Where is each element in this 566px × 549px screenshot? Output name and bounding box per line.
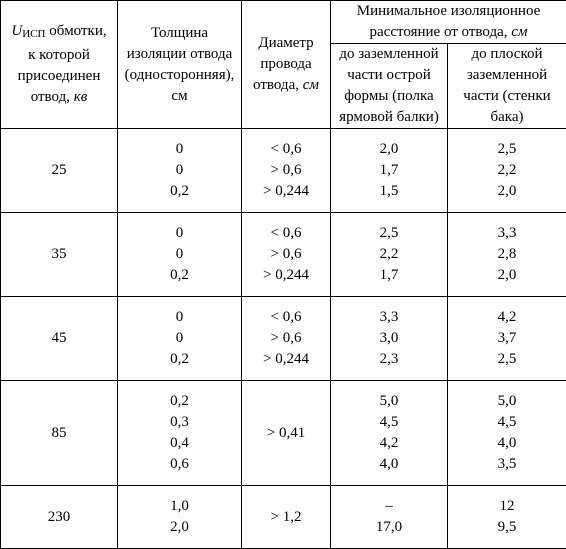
cell-value: 0 xyxy=(118,139,241,160)
diameter-cell xyxy=(242,486,331,549)
cell-value: 0,2 xyxy=(118,181,241,202)
cell-value: 4,0 xyxy=(448,433,566,454)
cell-value: 2,5 xyxy=(448,349,566,370)
cell-value: 0 xyxy=(118,223,241,244)
header-sharp-line: ярмовой балки) xyxy=(331,107,447,128)
table-row xyxy=(1,381,566,486)
thickness-cell xyxy=(118,297,242,381)
cell-value: 3,5 xyxy=(448,454,566,475)
flat-distance-cell xyxy=(448,381,566,486)
header-min-distance-line1: Минимальное изоляционное xyxy=(331,1,566,22)
cell-value: 0,2 xyxy=(118,391,241,412)
header-sharp-line: части острой xyxy=(331,65,447,86)
flat-distance-cell xyxy=(448,486,566,549)
header-sharp-part xyxy=(331,44,448,129)
cell-value: 3,7 xyxy=(448,328,566,349)
cell-value: 1,5 xyxy=(331,181,447,202)
header-thickness-line: Толщина xyxy=(118,23,241,44)
cell-value: 2,2 xyxy=(331,244,447,265)
cell-value: > 0,244 xyxy=(242,265,330,286)
diameter-cell xyxy=(242,297,331,381)
header-voltage xyxy=(1,1,118,129)
cell-value: < 0,6 xyxy=(242,307,330,328)
header-min-distance-line2: расстояние от отвода, xyxy=(370,24,512,40)
cell-value: 3,3 xyxy=(331,307,447,328)
cell-value: > 0,6 xyxy=(242,244,330,265)
cell-value: 1,7 xyxy=(331,160,447,181)
cell-value: 0,4 xyxy=(118,433,241,454)
cell-value: 0 xyxy=(118,328,241,349)
header-thickness-line: (односторонняя), xyxy=(118,65,241,86)
header-diameter xyxy=(242,1,331,129)
cell-value: 3,3 xyxy=(448,223,566,244)
header-flat-line: части (стенки xyxy=(448,86,566,107)
table-row xyxy=(1,129,566,213)
cell-value: 0 xyxy=(118,160,241,181)
cell-value: 4,5 xyxy=(448,412,566,433)
cell-value: 4,2 xyxy=(331,433,447,454)
cell-value: < 0,6 xyxy=(242,139,330,160)
cell-value: 0,2 xyxy=(118,349,241,370)
header-diameter-line: провода xyxy=(242,54,330,75)
cell-value: 2,8 xyxy=(448,244,566,265)
diameter-cell xyxy=(242,381,331,486)
header-flat-line: бака) xyxy=(448,107,566,128)
sharp-distance-cell xyxy=(331,486,448,549)
cell-value: 5,0 xyxy=(331,391,447,412)
cell-value: 0 xyxy=(118,244,241,265)
cell-value: 4,0 xyxy=(331,454,447,475)
cell-value: 9,5 xyxy=(448,517,566,538)
flat-distance-cell xyxy=(448,213,566,297)
cell-value: 0,6 xyxy=(118,454,241,475)
cell-value: 2,3 xyxy=(331,349,447,370)
cell-value: 2,2 xyxy=(448,160,566,181)
header-thickness xyxy=(118,1,242,129)
thickness-cell xyxy=(118,381,242,486)
header-flat-part xyxy=(448,44,566,129)
cell-value: – xyxy=(331,496,447,517)
cell-value: 0 xyxy=(118,307,241,328)
table-row xyxy=(1,486,566,549)
header-diameter-unit: см xyxy=(303,77,319,93)
cell-value: 0,3 xyxy=(118,412,241,433)
sharp-distance-cell xyxy=(331,297,448,381)
header-voltage-unit: кв xyxy=(74,89,88,105)
voltage-cell: 35 xyxy=(1,213,118,297)
cell-value: 17,0 xyxy=(331,517,447,538)
thickness-cell xyxy=(118,213,242,297)
header-flat-line: до плоской xyxy=(448,44,566,65)
diameter-cell xyxy=(242,129,331,213)
header-min-distance xyxy=(331,1,566,44)
header-diameter-line: отвода, xyxy=(253,77,303,93)
cell-value: 1,7 xyxy=(331,265,447,286)
thickness-cell xyxy=(118,129,242,213)
voltage-cell: 85 xyxy=(1,381,118,486)
cell-value: 1,0 xyxy=(118,496,241,517)
cell-value: 2,5 xyxy=(331,223,447,244)
diameter-cell xyxy=(242,213,331,297)
cell-value: 2,0 xyxy=(448,265,566,286)
cell-value: > 0,244 xyxy=(242,349,330,370)
header-min-distance-unit: см xyxy=(511,24,527,40)
table-row xyxy=(1,213,566,297)
header-sharp-line: до заземленной xyxy=(331,44,447,65)
header-voltage-subscript: ИСП xyxy=(22,28,45,40)
header-thickness-line: изоляции отвода xyxy=(118,44,241,65)
header-diameter-line: Диаметр xyxy=(242,33,330,54)
sharp-distance-cell xyxy=(331,129,448,213)
table-row xyxy=(1,297,566,381)
cell-value: 2,0 xyxy=(118,517,241,538)
header-flat-line: заземленной xyxy=(448,65,566,86)
header-voltage-line2: к которой xyxy=(1,45,117,66)
cell-value: 4,2 xyxy=(448,307,566,328)
flat-distance-cell xyxy=(448,129,566,213)
cell-value: 3,0 xyxy=(331,328,447,349)
cell-value: 2,5 xyxy=(448,139,566,160)
cell-value: > 0,244 xyxy=(242,181,330,202)
voltage-cell: 45 xyxy=(1,297,118,381)
header-voltage-line1: обмотки, xyxy=(45,23,106,39)
header-voltage-line3: присоединен xyxy=(1,66,117,87)
cell-value: < 0,6 xyxy=(242,223,330,244)
cell-value: 2,0 xyxy=(448,181,566,202)
cell-value: > 0,6 xyxy=(242,328,330,349)
voltage-cell: 25 xyxy=(1,129,118,213)
voltage-cell: 230 xyxy=(1,486,118,549)
cell-value: 2,0 xyxy=(331,139,447,160)
header-sharp-line: формы (полка xyxy=(331,86,447,107)
cell-value: 0,2 xyxy=(118,265,241,286)
header-voltage-line4: отвод, xyxy=(31,89,74,105)
sharp-distance-cell xyxy=(331,213,448,297)
cell-value: 12 xyxy=(448,496,566,517)
cell-value: > 0,6 xyxy=(242,160,330,181)
cell-value: 5,0 xyxy=(448,391,566,412)
cell-value: 4,5 xyxy=(331,412,447,433)
thickness-cell xyxy=(118,486,242,549)
flat-distance-cell xyxy=(448,297,566,381)
header-thickness-line: см xyxy=(118,86,241,107)
sharp-distance-cell xyxy=(331,381,448,486)
header-voltage-symbol: U xyxy=(11,23,22,39)
cell-value: > 1,2 xyxy=(242,507,330,528)
cell-value: > 0,41 xyxy=(242,423,330,444)
